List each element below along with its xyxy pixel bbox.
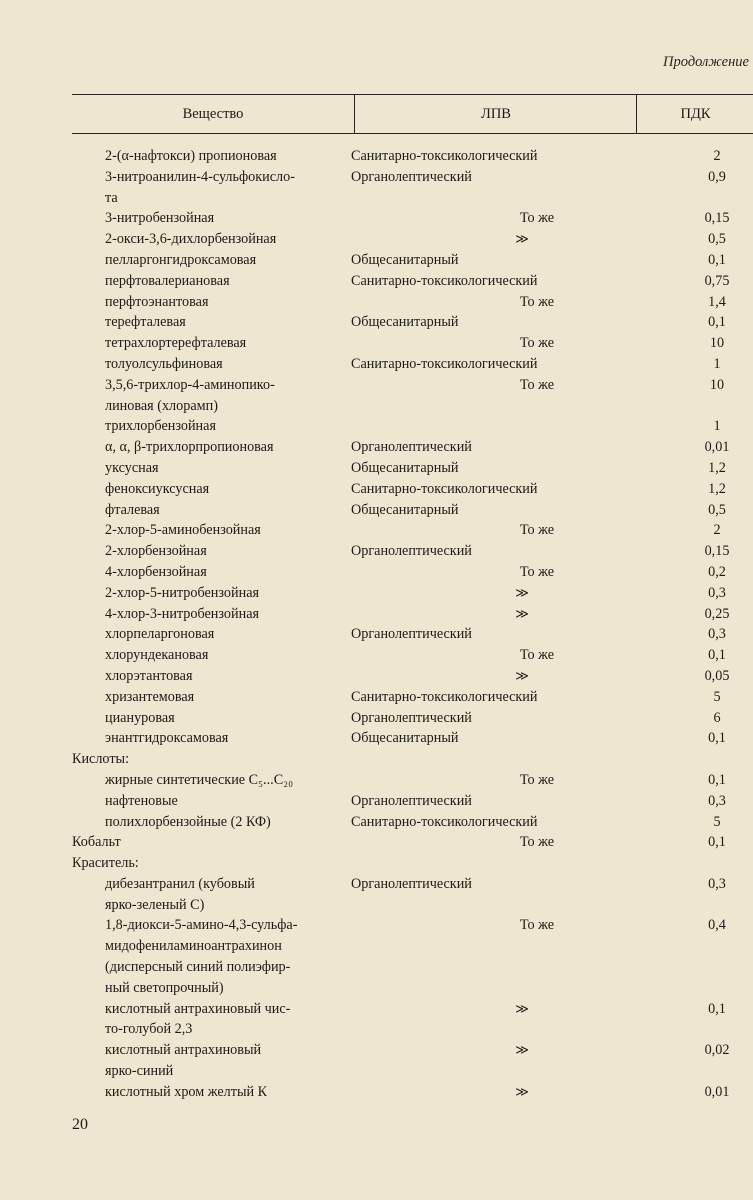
- table-row: [72, 874, 742, 895]
- table-row: [72, 416, 742, 437]
- substance-name: хлорэтантовая: [105, 667, 193, 684]
- lpv-value: [342, 188, 662, 209]
- lpv-value: Органолептический: [351, 709, 472, 726]
- pdk-value: [662, 188, 742, 209]
- table-row: [72, 1019, 742, 1040]
- page-number: 20: [72, 1116, 88, 1133]
- substance-name: кислотный антрахиновый чис-: [105, 1000, 291, 1017]
- pdk-value: 0,5: [708, 501, 726, 518]
- substance-name: дибезантранил (кубовый: [105, 875, 255, 892]
- pdk-value: 0,15: [704, 543, 730, 560]
- table-row: [72, 458, 742, 479]
- substance-name: хризантемовая: [105, 688, 195, 705]
- lpv-value: Общесанитарный: [351, 501, 459, 518]
- pdk-value: 10: [709, 376, 725, 393]
- pdk-value: [662, 957, 742, 978]
- substance-name: 3,5,6-трихлор-4-аминопико-: [105, 376, 275, 393]
- substance-name: жирные синтетические C₅...C₂₀: [105, 771, 294, 788]
- pdk-value: 1: [713, 355, 721, 372]
- lpv-value: То же: [519, 771, 555, 788]
- substance-name: нафтеновые: [105, 792, 178, 809]
- lpv-value: То же: [519, 376, 555, 393]
- substance-name: толуолсульфиновая: [105, 355, 223, 372]
- substance-name: то-голубой 2,3: [105, 1021, 193, 1038]
- table-row: [72, 583, 742, 604]
- lpv-value: ≫: [515, 231, 529, 247]
- substance-name: 3-нитробензойная: [105, 210, 215, 227]
- pdk-value: 0,15: [704, 210, 730, 227]
- table-row: [72, 624, 742, 645]
- substance-name: 4-хлор-3-нитробензойная: [105, 605, 260, 622]
- substance-name: хлорпеларгоновая: [105, 626, 215, 643]
- lpv-value: То же: [519, 210, 555, 227]
- table-row: [72, 479, 742, 500]
- pdk-value: 0,5: [708, 231, 726, 248]
- lpv-value: Санитарно-токсикологический: [351, 272, 538, 289]
- table-row: [72, 167, 742, 188]
- substance-name: циануровая: [105, 709, 175, 726]
- pdk-value: 0,3: [708, 792, 726, 809]
- pdk-value: 0,25: [704, 605, 730, 622]
- pdk-value: [662, 895, 742, 916]
- lpv-value: Органолептический: [351, 168, 472, 185]
- substance-name: пелларгонгидроксамовая: [105, 251, 257, 268]
- substance-name: перфтовалериановая: [105, 272, 230, 289]
- pdk-value: 1,2: [708, 480, 726, 497]
- pdk-value: 0,01: [704, 1083, 730, 1100]
- table-row: [72, 978, 742, 999]
- lpv-value: То же: [519, 834, 555, 851]
- lpv-value: Органолептический: [351, 792, 472, 809]
- substance-name: 3-нитроанилин-4-сульфокисло-: [105, 168, 295, 185]
- lpv-value: То же: [519, 335, 555, 352]
- lpv-value: То же: [519, 293, 555, 310]
- lpv-value: ≫: [515, 1042, 529, 1058]
- substance-name: полихлорбензойные (2 КФ): [105, 813, 271, 830]
- table-row: [72, 853, 742, 874]
- pdk-value: [662, 853, 742, 874]
- table-row: [72, 895, 742, 916]
- pdk-value: 6: [713, 709, 721, 726]
- lpv-value: Санитарно-токсикологический: [351, 813, 538, 830]
- table-row: [72, 708, 742, 729]
- substance-name: ярко-синий: [105, 1063, 174, 1080]
- lpv-value: [342, 396, 662, 417]
- lpv-value: Органолептический: [351, 626, 472, 643]
- pdk-value: 0,01: [704, 439, 730, 456]
- substance-name: терефталевая: [105, 314, 186, 331]
- table-row: [72, 936, 742, 957]
- table-row: [72, 396, 742, 417]
- lpv-value: Органолептический: [351, 875, 472, 892]
- lpv-value: Санитарно-токсикологический: [351, 480, 538, 497]
- substance-name: 4-хлорбензойная: [105, 563, 207, 580]
- pdk-value: 0,3: [708, 584, 726, 601]
- substance-name: кислотный антрахиновый: [105, 1042, 262, 1059]
- substance-name: 1,8-диокси-5-амино-4,3-сульфа-: [105, 917, 298, 934]
- table-row: [72, 562, 742, 583]
- table-row: [72, 375, 742, 396]
- lpv-value: Общесанитарный: [351, 314, 459, 331]
- table-row: [72, 791, 742, 812]
- lpv-value: Санитарно-токсикологический: [351, 148, 538, 164]
- pdk-value: 0,75: [704, 272, 730, 289]
- table-row: [72, 915, 742, 936]
- table-row: [72, 812, 742, 833]
- pdk-value: [662, 936, 742, 957]
- pdk-value: 2: [713, 148, 721, 164]
- pdk-value: 0,1: [708, 730, 726, 747]
- substance-name: трихлорбензойная: [105, 418, 216, 435]
- pdk-value: 1: [713, 418, 721, 435]
- header-substance: Вещество: [182, 106, 244, 122]
- table-row: [72, 957, 742, 978]
- pdk-value: 0,1: [708, 251, 726, 268]
- substance-name: Кобальт: [72, 834, 121, 851]
- lpv-value: Органолептический: [351, 543, 472, 560]
- substance-name: феноксиуксусная: [105, 480, 210, 497]
- table-row: [72, 188, 742, 209]
- table-row: [72, 312, 742, 333]
- lpv-value: То же: [519, 563, 555, 580]
- pdk-value: 0,9: [708, 168, 726, 185]
- substance-name: тетрахлортерефталевая: [105, 335, 247, 352]
- pdk-value: 0,1: [708, 647, 726, 664]
- lpv-value: Общесанитарный: [351, 459, 459, 476]
- substance-name: α, α, β-трихлорпропионовая: [105, 439, 274, 456]
- table-row: [72, 666, 742, 687]
- table-row: [72, 832, 742, 853]
- table-row: [72, 999, 742, 1020]
- pdk-value: 2: [713, 522, 721, 539]
- pdk-value: [662, 749, 742, 770]
- lpv-value: [342, 853, 662, 874]
- lpv-value: ≫: [515, 1083, 529, 1099]
- lpv-value: ≫: [515, 605, 529, 621]
- pdk-value: [662, 1061, 742, 1082]
- lpv-value: [342, 895, 662, 916]
- table-row: [72, 500, 742, 521]
- table-row: [72, 645, 742, 666]
- pdk-value: 0,1: [708, 1000, 726, 1017]
- lpv-value: [342, 978, 662, 999]
- lpv-value: То же: [519, 647, 555, 664]
- lpv-value: ≫: [515, 1000, 529, 1016]
- substance-name: 2-(α-нафтокси) пропионовая: [105, 148, 277, 164]
- substance-name: фталевая: [105, 501, 160, 518]
- substance-name: уксусная: [105, 459, 159, 476]
- continuation-label: Продолжение: [663, 54, 749, 70]
- substance-name: 2-хлор-5-аминобензойная: [105, 522, 261, 539]
- lpv-value: То же: [519, 917, 555, 934]
- lpv-value: Общесанитарный: [351, 730, 459, 747]
- substance-name: энантгидроксамовая: [105, 730, 229, 747]
- header-pdk: ПДК: [636, 95, 753, 133]
- lpv-value: ≫: [515, 584, 529, 600]
- lpv-value: [342, 957, 662, 978]
- lpv-value: [342, 1061, 662, 1082]
- header-lpv: ЛПВ: [354, 95, 637, 133]
- table-row: [72, 208, 742, 229]
- table-row: [72, 541, 742, 562]
- pdk-value: 0,05: [704, 667, 730, 684]
- substance-name: ярко-зеленый С): [105, 896, 205, 913]
- pdk-value: 0,3: [708, 626, 726, 643]
- lpv-value: [342, 936, 662, 957]
- substance-name: Краситель:: [72, 855, 139, 872]
- pdk-value: 10: [709, 335, 725, 352]
- pdk-value: 0,1: [708, 771, 726, 788]
- pdk-value: 0,02: [704, 1042, 730, 1059]
- substance-name: хлорундекановая: [105, 647, 209, 664]
- pdk-value: 5: [713, 813, 721, 830]
- table-row: [72, 604, 742, 625]
- table-row: [72, 1082, 742, 1103]
- table-row: [72, 520, 742, 541]
- table-row: [72, 292, 742, 313]
- table-row: [72, 1061, 742, 1082]
- table-row: [72, 229, 742, 250]
- table-row: [72, 146, 742, 167]
- pdk-value: 0,4: [708, 917, 726, 934]
- table-row: [72, 333, 742, 354]
- lpv-value: [342, 1019, 662, 1040]
- pdk-value: 1,2: [708, 459, 726, 476]
- pdk-value: 0,1: [708, 834, 726, 851]
- pdk-value: 5: [713, 688, 721, 705]
- substance-name: 2-окси-3,6-дихлорбензойная: [105, 231, 277, 248]
- table-row: [72, 770, 742, 791]
- pdk-value: 0,2: [708, 563, 726, 580]
- table-row: [72, 1040, 742, 1061]
- table-row: [72, 728, 742, 749]
- table-row: [72, 250, 742, 271]
- lpv-value: ≫: [515, 667, 529, 683]
- substance-name: Кислоты:: [72, 751, 130, 768]
- lpv-value: [342, 416, 662, 437]
- pdk-value: [662, 396, 742, 417]
- substance-name: ный светопрочный): [105, 979, 224, 996]
- substance-name: 2-хлорбензойная: [105, 543, 207, 560]
- lpv-value: Общесанитарный: [351, 251, 459, 268]
- substance-name: та: [105, 189, 118, 206]
- table-header: [72, 94, 753, 134]
- table-row: [72, 354, 742, 375]
- pdk-value: 1,4: [708, 293, 726, 310]
- table-row: [72, 749, 742, 770]
- lpv-value: Санитарно-токсикологический: [351, 688, 538, 705]
- lpv-value: Санитарно-токсикологический: [351, 355, 538, 372]
- substance-name: линовая (хлорамп): [105, 397, 218, 414]
- substance-name: 2-хлор-5-нитробензойная: [105, 584, 260, 601]
- pdk-value: 0,1: [708, 314, 726, 331]
- lpv-value: Органолептический: [351, 439, 472, 456]
- pdk-value: 0,3: [708, 875, 726, 892]
- substance-name: мидофениламиноантрахинон: [105, 938, 282, 955]
- pdk-value: [662, 978, 742, 999]
- lpv-value: [342, 749, 662, 770]
- table-row: [72, 687, 742, 708]
- substance-name: (дисперсный синий полиэфир-: [105, 959, 291, 976]
- substance-name: кислотный хром желтый К: [105, 1083, 268, 1100]
- substance-name: перфтоэнантовая: [105, 293, 209, 310]
- pdk-value: [662, 1019, 742, 1040]
- table-body: [72, 146, 742, 1103]
- lpv-value: То же: [519, 522, 555, 539]
- table-row: [72, 271, 742, 292]
- table-row: [72, 437, 742, 458]
